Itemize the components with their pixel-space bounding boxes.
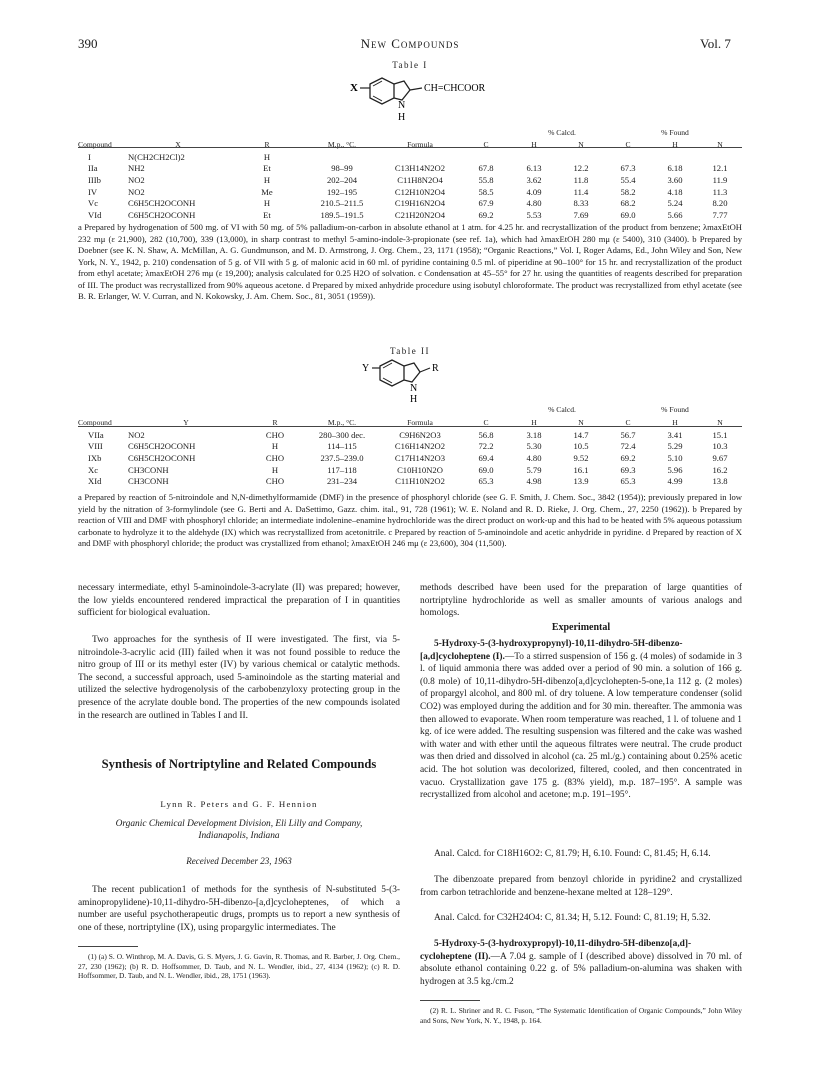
table-cell: 3.62 (526, 174, 542, 185)
table-cell: C6H5CH2OCONH (128, 452, 196, 463)
table-cell: CH3CONH (128, 476, 169, 487)
table-cell: H (271, 464, 279, 475)
article-title: Synthesis of Nortriptyline and Related Compounds (101, 757, 377, 771)
table1-structure (340, 74, 510, 126)
table-cell: 237.5–239.0 (320, 452, 364, 463)
table-cell: 67.8 (478, 163, 494, 174)
affiliation: Organic Chemical Development Division, Eli Lilly and Company, Indianapolis, Indiana (115, 819, 363, 841)
experiment-2-title: 5-Hydroxy-5-(3-hydroxypropyl)-10,11-dihydro-5H-dibenzo[a,d]-cycloheptene (II). (420, 939, 692, 962)
table-row (78, 186, 742, 198)
structure-n-label: N (398, 100, 406, 111)
table-cell: 13.8 (712, 476, 728, 487)
col-found-h: H (672, 140, 678, 149)
table-cell: Et (263, 163, 271, 174)
table-cell: 11.3 (712, 186, 728, 197)
table-cell: IIa (88, 163, 98, 174)
table-cell: 5.29 (667, 441, 683, 452)
col-mp: M.p., °C. (327, 140, 357, 149)
table-cell: IXb (88, 452, 102, 463)
footnote-2: (2) R. L. Shriner and R. C. Fuson, “The Systematic Identification of Organic Compounds,” John Wiley and Sons, New York, N. Y., 1948, p. 164. (420, 1006, 742, 1025)
right-paragraph-1: methods described have been used for the preparation of large quantities of nortriptyline hydrochloride as well as smaller amounts of various analogs and homologs. (420, 583, 742, 619)
col-compound: Compound (78, 140, 112, 149)
table-cell: N(CH2CH2Cl)2 (128, 151, 185, 162)
col-found-c: C (625, 140, 631, 149)
table-row (78, 163, 742, 175)
table-cell: 11.9 (712, 174, 728, 185)
table-cell: 8.20 (712, 198, 728, 209)
table-cell: 15.1 (712, 429, 728, 440)
table-cell: 9.52 (573, 452, 589, 463)
table-cell: Vc (88, 198, 99, 209)
experiment-1-body: —To a stirred suspension of 156 g. (4 moles) of sodamide in 3 l. of liquid ammonia there was added over a period of 90 min. a solution of 166 g. (0.8 mole) of 10,11-dihydro-5H-dibenzo[a,d]cyclohepten-5-one,1a 112 g. (2 moles) of propargyl alcohol, and 800 ml. of dry toluene. A low temperature condenser (solid CO2) was employed during the addition and for 30 min. thereafter. The ammonia was then allowed to evaporate. When room temperature was reached, 1 l. of toluene and 1 kg. of ice were added. The resulting suspension was filtered and the cake was washed with water and with ether until the aqueous filtrates were neutral. The crude product was then dried and dissolved in alcohol (ca. 25 ml./g.) containing about 0.25% acetic acid. The hot solution was decolorized, filtered, cooled, and then concentrated in vacuo. Crystallization gave 175 g. (83% yield), m.p. 187–195°. A sample was recrystallized from alcohol and acetone; m.p. 191–195°. (420, 651, 742, 801)
table2-header-row (78, 416, 742, 429)
table-cell (604, 151, 652, 163)
col-found-c: C (625, 418, 631, 427)
table1-calcd-label: % Calcd. (548, 128, 576, 137)
table-row (78, 197, 742, 209)
table-row (78, 475, 742, 487)
table-cell: C11H10N2O2 (395, 476, 445, 487)
table-cell: 114–115 (327, 441, 357, 452)
table2-rule (78, 426, 742, 427)
table-cell: 6.18 (667, 163, 683, 174)
table-cell: H (271, 441, 279, 452)
table-cell: IIIb (88, 174, 101, 185)
table-cell: 69.0 (620, 209, 636, 220)
table-cell: 4.18 (667, 186, 683, 197)
table-cell: 69.3 (620, 464, 636, 475)
table-cell (306, 151, 378, 163)
table-cell: 58.5 (478, 186, 494, 197)
table-cell: 16.2 (712, 464, 728, 475)
table-cell: 5.24 (667, 198, 683, 209)
table-cell: 117–118 (327, 464, 357, 475)
table-cell (378, 151, 462, 163)
table-cell: 13.9 (573, 476, 589, 487)
table-row (78, 429, 742, 441)
table-row (78, 441, 742, 453)
table-cell: 67.3 (620, 163, 636, 174)
structure-y-label: Y (362, 363, 370, 374)
table1-rule (78, 147, 742, 148)
table-cell: 210.5–211.5 (320, 198, 364, 209)
table-cell: 7.69 (573, 209, 589, 220)
table-cell: C10H10N2O (397, 464, 443, 475)
footnote-rule-right (420, 1000, 480, 1001)
table-cell: XId (88, 476, 102, 487)
authors: Lynn R. Peters and G. F. Hennion (160, 799, 318, 809)
table-cell: VIII (88, 441, 103, 452)
table-cell: C11H8N2O4 (397, 174, 443, 185)
table-cell: 189.5–191.5 (320, 209, 364, 220)
table-cell: 72.4 (620, 441, 636, 452)
col-calcd-n: N (578, 140, 584, 149)
table-cell: 58.2 (620, 186, 636, 197)
table-row (78, 464, 742, 476)
table-cell: 10.3 (712, 441, 728, 452)
table-cell: Xc (88, 464, 99, 475)
table-cell: 5.10 (667, 452, 683, 463)
table-cell: IV (88, 186, 98, 197)
table-cell: NH2 (128, 163, 145, 174)
table-cell: 10.5 (573, 441, 589, 452)
col-formula: Formula (407, 140, 433, 149)
journal-title: New Compounds (360, 36, 460, 51)
table-cell: C13H14N2O2 (394, 163, 446, 174)
table-cell: 16.1 (573, 464, 589, 475)
table-cell: 6.13 (526, 163, 542, 174)
table2-footnote: a Prepared by reaction of 5-nitroindole and N,N-dimethylformamide (DMF) in the presence of phosphoryl chloride (see G. F. Smith, J. Chem. Soc., 3842 (1954)); previously prepared in low yield by the nitration of 3-formylindole (see G. Berti and A. DaSettimo, Gazz. chim. ital., 91, 728 (1961); W. E. Noland and R. D. Rieke, J. Org. Chem., 27, 2250 (1962)). b Prepared by reaction of VIII and DMF with phosphoryl chloride; an intermediate indolenine–enamine hydrochloride was the direct product on work-up and this had to be heated with 5% aqueous potassium carbonate to hydrolyze it to the aldehyde (IX) which was recrystallized from acetonitrile. c Prepared by reaction of 5-aminoindole and acetic anhydride in pyridine. d Prepared by reaction of X and DMF with phosphoryl chloride; the product was crystallized from ethanol; λmaxEtOH 246 mμ (ε 23,600), 304 (11,500). (78, 492, 742, 548)
table-cell: C6H5CH2OCONH (128, 198, 196, 209)
table-cell (462, 151, 510, 163)
structure-n-label: N (410, 383, 418, 394)
table-cell: 67.9 (478, 198, 494, 209)
table-cell: 11.4 (573, 186, 589, 197)
table-cell: CHO (265, 476, 285, 487)
table-cell: 231–234 (326, 476, 358, 487)
table-cell: 11.8 (573, 174, 589, 185)
table-cell: C6H5CH2OCONH (128, 441, 196, 452)
col-found-n: N (717, 140, 723, 149)
table-cell: VId (88, 209, 102, 220)
table2-title: Table II (389, 346, 431, 356)
analysis-2: Anal. Calcd. for C32H24O4: C, 81.34; H, 5.12. Found: C, 81.19; H, 5.32. (434, 913, 711, 923)
table-cell (652, 151, 698, 163)
table-cell: H (263, 151, 271, 162)
table-row (78, 452, 742, 464)
table-cell: C6H5CH2OCONH (128, 209, 196, 220)
table1-title: Table I (392, 60, 428, 70)
table-cell: 55.4 (620, 174, 636, 185)
table-cell: NO2 (128, 174, 145, 185)
table-cell: 56.7 (620, 429, 636, 440)
table-cell: CH3CONH (128, 464, 169, 475)
table-cell: 5.66 (667, 209, 683, 220)
table-cell: 5.79 (526, 464, 542, 475)
col-compound: Compound (78, 418, 112, 427)
structure-side-chain: CH=CHCOOR (424, 83, 486, 94)
table-cell: 12.2 (573, 163, 589, 174)
structure-x-label: X (350, 82, 358, 94)
table-cell: 4.98 (526, 476, 542, 487)
volume-label: Vol. 7 (700, 36, 731, 51)
table-cell: 3.41 (667, 429, 683, 440)
table2-found-label: % Found (661, 405, 689, 414)
table-cell: H (263, 198, 271, 209)
table-cell: 69.0 (478, 464, 494, 475)
table-row (78, 174, 742, 186)
table-cell: 69.4 (478, 452, 494, 463)
table-cell: 192–195 (326, 186, 358, 197)
table-cell: 5.96 (667, 464, 683, 475)
left-paragraph-3: The recent publication1 of methods for the synthesis of N-substituted 5-(3-aminopropylidene)-10,11-dihydro-5H-dibenzo-[a,d]cycloheptenes, of which a number are useful psychotherapeutic drugs, prompts us to report a new synthesis of one of these, nortriptyline (IX), using propargylic intermediates. The (78, 885, 400, 933)
table-cell: 55.8 (478, 174, 494, 185)
table-cell: 65.3 (620, 476, 636, 487)
structure-h-label: H (410, 394, 418, 404)
table-cell: 7.77 (712, 209, 728, 220)
table-cell (510, 151, 558, 163)
experiment-2 (420, 938, 742, 988)
col-calcd-h: H (531, 418, 537, 427)
table-cell: 56.8 (478, 429, 494, 440)
table-cell: 4.09 (526, 186, 542, 197)
dibenzoate-paragraph: The dibenzoate prepared from benzoyl chloride in pyridine2 and crystallized from carbon tetrachloride and benzene-hexane melted at 128–129°. (420, 875, 742, 898)
analysis-1: Anal. Calcd. for C18H16O2: C, 81.79; H, 6.10. Found: C, 81.45; H, 6.14. (434, 849, 711, 859)
table1-found-label: % Found (661, 128, 689, 137)
table-cell: CHO (265, 429, 285, 440)
col-calcd-c: C (483, 140, 489, 149)
table-cell: I (88, 151, 91, 162)
col-x: X (175, 140, 181, 149)
received-date: Received December 23, 1963 (186, 856, 292, 866)
col-r: R (264, 140, 270, 149)
table-cell: 69.2 (620, 452, 636, 463)
table-cell: VIIa (88, 429, 104, 440)
col-found-h: H (672, 418, 678, 427)
table1-footnote: a Prepared by hydrogenation of 500 mg. of VI with 50 mg. of 5% palladium-on-carbon in absolute ethanol at 1 atm. for 4.25 hr. and recrystallization of the product from benzene; λmaxEtOH 232 mμ (ε 21,900), 282 (10,700), 339 (13,000), in sharp contrast to methyl 5-amino-indole-3-propionate (see ref. 1a), which had λmaxEtOH 280 mμ (ε 5400), 310 (3400). b Prepared by Doebner (see K. N. Shaw, A. McMillan, A. G. Gundmunson, and M. D. Armstrong, J. Org. Chem., 23, 1171 (1958); “Organic Reactions,” Vol. I, Roger Adams, Ed., John Wiley and Son, New York, N. Y., 1942, p. 210) condensation of 5 g. of VII with 5 g. of malonic acid in 60 ml. of pyridine containing 0.5 ml. of piperidine at 90–100° for 15 hr. and recrystallization of the product from ethyl acetate; λmaxEtOH 276 mμ (ε 19,200); analysis calculated for 0.25 H2O of solvation. c Condensation at 45–55° for 27 hr. using the quantities of reagents described for preparation of III. The product was recrystallized from 90% aqueous acetone. d Prepared by mixed anhydride procedure using isobutyl chloroformate. The product was recrystallized from ethyl acetate (see B. R. Erlanger, W. V. Curran, and N. Kokowsky, J. Am. Chem. Soc., 81, 3051 (1959)). (78, 222, 742, 301)
table-cell: C9H6N2O3 (399, 429, 441, 440)
table-row (78, 209, 742, 221)
col-calcd-c: C (483, 418, 489, 427)
table-cell: C19H16N2O4 (394, 198, 446, 209)
col-mp: M.p., °C. (327, 418, 357, 427)
table-cell: H (263, 174, 271, 185)
table-cell: Et (263, 209, 271, 220)
table-cell (698, 151, 742, 163)
table-cell: 5.53 (526, 209, 542, 220)
left-paragraph-2: Two approaches for the synthesis of II were investigated. The first, via 5-nitroindole-3-acrylic acid (III) failed when it was not found possible to reduce the nitro group of III or its methyl ester (IV) by various chemical or catalytic methods. The second, a successful approach, used 5-aminoindole as the starting material and utilized the selective hydrogenolysis of the carbobenzyloxy protecting group in the presence of the acrylate double bond. The properties of the new compounds isolated in the research are outlined in Tables I and II. (78, 635, 400, 721)
table-cell: 65.3 (478, 476, 494, 487)
col-formula: Formula (407, 418, 433, 427)
table-cell: C17H14N2O3 (394, 452, 446, 463)
table-cell: 69.2 (478, 209, 494, 220)
experiment-2-body: —A 7.04 g. sample of I (described above) dissolved in 70 ml. of absolute ethanol containing 0.22 g. of 5% palladium-on-alumina was shaken with hydrogen at 3.5 kg./cm.2 (420, 951, 742, 987)
table-cell: 4.99 (667, 476, 683, 487)
table-cell: 5.30 (526, 441, 542, 452)
table-cell: C12H10N2O4 (394, 186, 446, 197)
table2-structure (360, 358, 480, 404)
experiment-1-title: 5-Hydroxy-5-(3-hydroxypropynyl)-10,11-dihydro-5H-dibenzo-[a,d]cycloheptene (I). (420, 639, 683, 662)
table-cell: C16H14N2O2 (394, 441, 446, 452)
table-cell: CHO (265, 452, 285, 463)
table-cell: 4.80 (526, 452, 542, 463)
table-cell: 72.2 (478, 441, 494, 452)
table-cell: 202–204 (326, 174, 358, 185)
col-calcd-n: N (578, 418, 584, 427)
table1 (78, 138, 742, 221)
table-cell: 4.80 (526, 198, 542, 209)
experiment-1 (420, 638, 742, 802)
footnote-rule-left (78, 946, 138, 947)
table-cell: 8.33 (573, 198, 589, 209)
footnote-1: (1) (a) S. O. Winthrop, M. A. Davis, G. S. Myers, J. G. Gavin, R. Thomas, and R. Barber, J. Org. Chem., 27, 230 (1962); (b) R. D. Hoffsommer, D. Taub, and N. L. Wendler, ibid., 27, 4134 (1962); (c) R. D. Hoffsommer, D. Taub, and N. L. Wendler, ibid., 28, 1751 (1963). (78, 952, 400, 981)
table-cell: NO2 (128, 186, 145, 197)
table-cell: 98–99 (331, 163, 353, 174)
col-r: R (272, 418, 278, 427)
table-cell (558, 151, 604, 163)
table-row (78, 151, 742, 163)
experimental-heading: Experimental (551, 622, 611, 633)
table-cell: 280–300 dec. (318, 429, 366, 440)
table2-calcd-label: % Calcd. (548, 405, 576, 414)
table-cell: Me (261, 186, 273, 197)
left-paragraph-1: necessary intermediate, ethyl 5-aminoindole-3-acrylate (II) was prepared; however, the low yields encountered rendered impractical the preparation of I in quantities sufficient for biological evaluation. (78, 583, 400, 619)
page-number: 390 (78, 36, 98, 51)
table1-header-row (78, 138, 742, 151)
col-calcd-h: H (531, 140, 537, 149)
table-cell: 9.67 (712, 452, 728, 463)
structure-h-label: H (398, 112, 406, 123)
table-cell: 14.7 (573, 429, 589, 440)
structure-r-label: R (432, 363, 439, 374)
col-y: Y (183, 418, 189, 427)
table-cell: NO2 (128, 429, 145, 440)
table-cell: C21H20N2O4 (394, 209, 446, 220)
table-cell: 3.60 (667, 174, 683, 185)
col-found-n: N (717, 418, 723, 427)
table-cell: 68.2 (620, 198, 636, 209)
table-cell: 12.1 (712, 163, 728, 174)
table-cell: 3.18 (526, 429, 542, 440)
